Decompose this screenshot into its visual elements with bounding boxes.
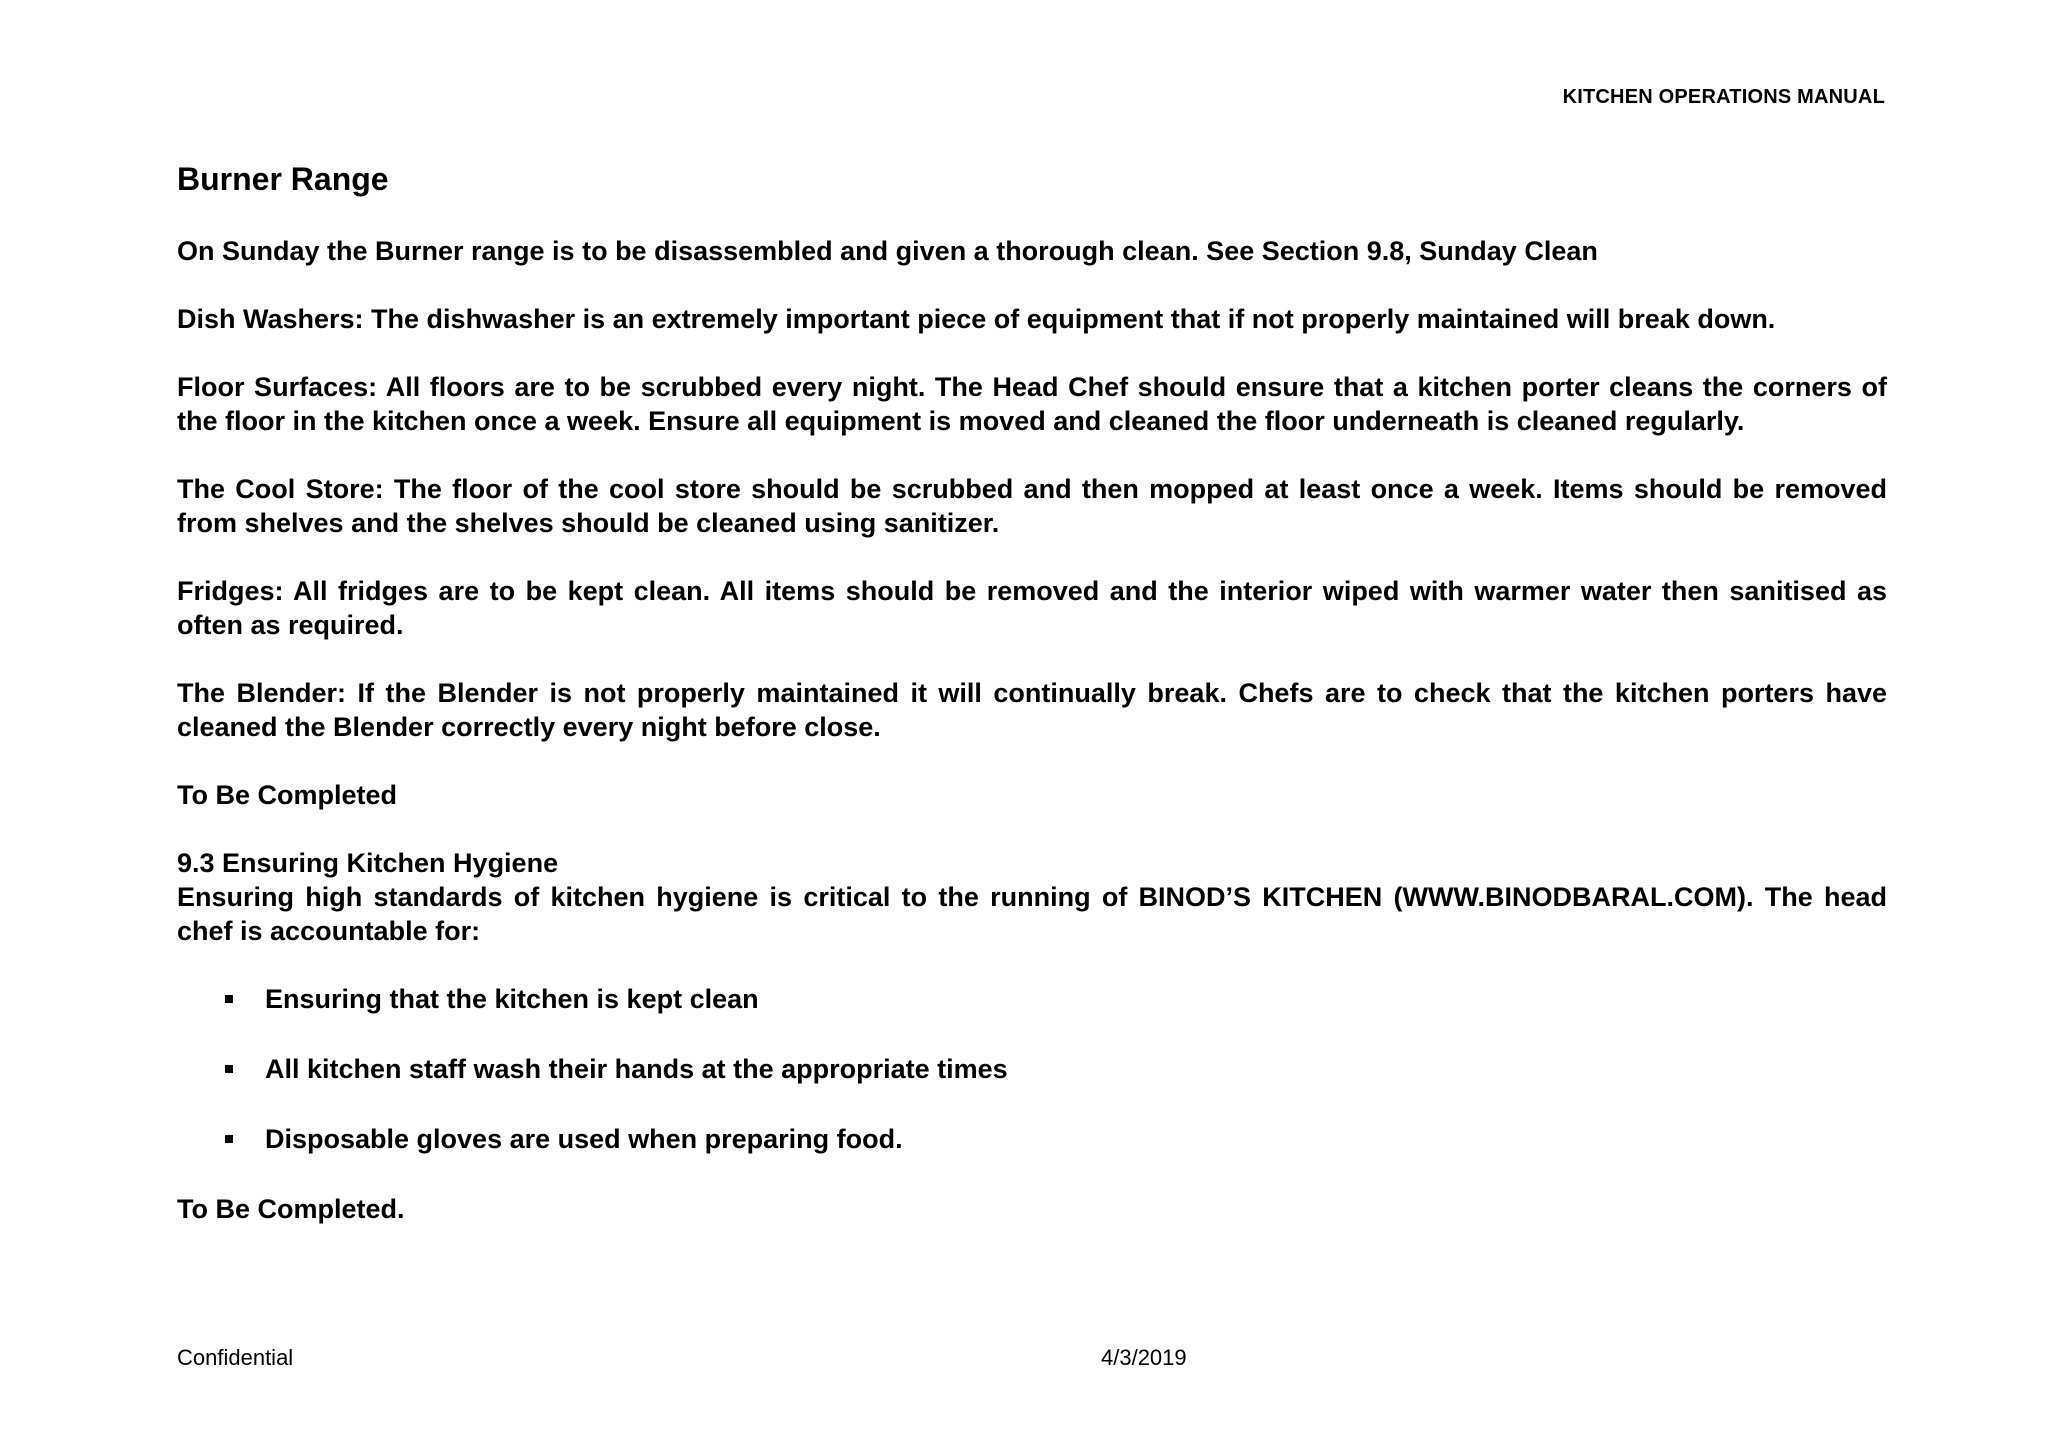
- paragraph-to-be-completed: To Be Completed: [177, 780, 398, 811]
- paragraph-blender: The Blender: If the Blender is not properly maintained it will continually break. Chefs are to check that the kitchen porters have cleaned the Blender correctly every night before close.: [177, 678, 1887, 743]
- paragraph-cool-store: The Cool Store: The floor of the cool store should be scrubbed and then mopped at least once a week. Items should be removed from shelves and the shelves should be cleaned using sanitizer.: [177, 474, 1887, 539]
- hygiene-subheading: 9.3 Ensuring Kitchen Hygiene: [177, 848, 559, 879]
- running-header: KITCHEN OPERATIONS MANUAL: [1562, 86, 1885, 108]
- list-item: [177, 1052, 1887, 1086]
- footer-date: 4/3/2019: [1101, 1345, 1187, 1370]
- paragraph-floor-surfaces: Floor Surfaces: All floors are to be scrubbed every night. The Head Chef should ensure that a kitchen porter cleans the corners of the floor in the kitchen once a week. Ensure all equipment is moved and cleaned the floor underneath is cleaned regularly.: [177, 372, 1887, 437]
- section-heading: Burner Range: [177, 161, 389, 197]
- paragraph-fridges: Fridges: All fridges are to be kept clean. All items should be removed and the interior wiped with warmer water then sanitised as often as required.: [177, 576, 1887, 641]
- square-bullet-icon: [225, 995, 233, 1003]
- list-item-text: Disposable gloves are used when preparing food.: [265, 1124, 903, 1155]
- hygiene-intro: Ensuring high standards of kitchen hygiene is critical to the running of BINOD’S KITCHEN (WWW.BINODBARAL.COM). The head chef is accountable for:: [177, 882, 1887, 947]
- page-content: [177, 160, 1887, 1260]
- list-item: [177, 1122, 1887, 1156]
- square-bullet-icon: [225, 1135, 233, 1143]
- paragraph-dish-washers: Dish Washers: The dishwasher is an extremely important piece of equipment that if not properly maintained will break down.: [177, 304, 1776, 335]
- paragraph-burner-range: On Sunday the Burner range is to be disassembled and given a thorough clean. See Section 9.8, Sunday Clean: [177, 236, 1598, 267]
- hygiene-closing: To Be Completed.: [177, 1194, 405, 1225]
- hygiene-bullet-list: [177, 982, 1887, 1156]
- list-item-text: All kitchen staff wash their hands at the appropriate times: [265, 1054, 1008, 1085]
- list-item-text: Ensuring that the kitchen is kept clean: [265, 984, 759, 1015]
- footer-confidential: Confidential: [177, 1345, 294, 1370]
- square-bullet-icon: [225, 1065, 233, 1073]
- list-item: [177, 982, 1887, 1016]
